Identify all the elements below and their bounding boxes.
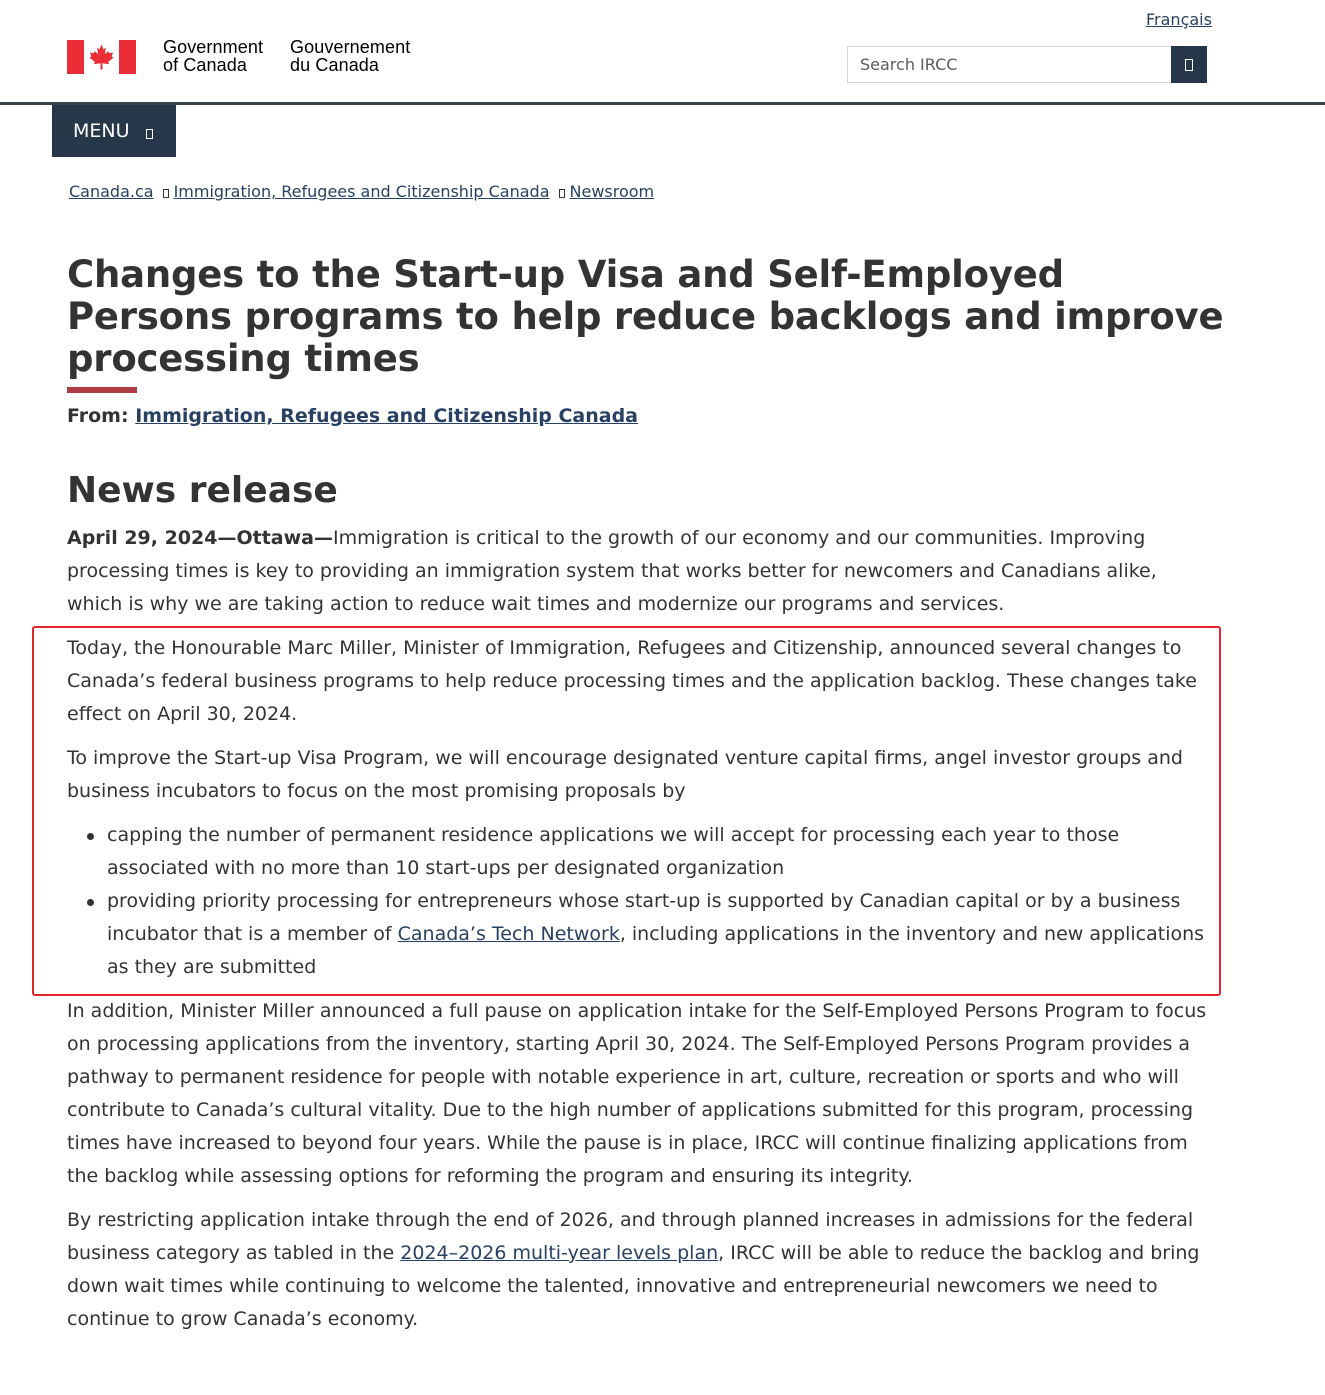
title-accent-rule: [67, 387, 137, 393]
search-icon: [1185, 59, 1193, 71]
search-button[interactable]: [1171, 46, 1207, 83]
page-title: Changes to the Start-up Visa and Self-Employed Persons programs to help reduce backlogs and improve processing times: [67, 253, 1224, 380]
header-divider: [0, 102, 1325, 105]
search-form: [847, 46, 1207, 83]
language-toggle-link[interactable]: Français: [1146, 10, 1212, 29]
from-department-link[interactable]: Immigration, Refugees and Citizenship Canada: [135, 405, 638, 427]
paragraph-announcement: Today, the Honourable Marc Miller, Minister of Immigration, Refugees and Citizenship, announced several changes to Canada’s federal business programs to help reduce processing times and the application backlog. These changes take effect on April 30, 2024.: [67, 637, 1197, 725]
paragraph-intro: April 29, 2024—Ottawa—Immigration is critical to the growth of our economy and our communities. Improving processing times is key to providing an immigration system that works better for newcomers and Canadians alike, which is why we are taking action to reduce wait times and modernize our programs and services.: [67, 527, 1157, 615]
chevron-right-icon: [559, 189, 565, 198]
dateline: April 29, 2024—Ottawa—: [67, 527, 333, 549]
from-label: From:: [67, 405, 129, 427]
government-of-canada-wordmark: Government of Canada: [163, 37, 264, 75]
canadas-tech-network-link[interactable]: Canada’s Tech Network: [397, 923, 620, 945]
breadcrumb: [69, 182, 654, 201]
article-body: [67, 522, 1212, 1347]
government-of-canada-signature[interactable]: [67, 38, 410, 74]
menu-button[interactable]: [52, 105, 176, 157]
breadcrumb-canada-ca[interactable]: Canada.ca: [69, 182, 154, 201]
breadcrumb-ircc[interactable]: Immigration, Refugees and Citizenship Canada: [173, 182, 550, 201]
menu-label: MENU: [73, 120, 130, 142]
search-input[interactable]: [847, 46, 1171, 83]
list-item: capping the number of permanent residence applications we will accept for processing each year to those associated with no more than 10 start-ups per designated organization: [87, 819, 1212, 885]
news-release-heading: News release: [67, 470, 338, 511]
paragraph-self-employed: In addition, Minister Miller announced a full pause on application intake for the Self-Employed Persons Program to focus on processing applications from the inventory, starting April 30, 2024. The Self-Employed Persons Program provides a pathway to permanent residence for people with notable experience in art, culture, recreation or sports and who will contribute to Canada’s cultural vitality. Due to the high number of applications submitted for this program, processing times have increased to beyond four years. While the pause is in place, IRCC will continue finalizing applications from the backlog while assessing options for reforming the program and ensuring its integrity.: [67, 1000, 1207, 1187]
gouvernement-du-canada-wordmark: Gouvernement du Canada: [290, 37, 411, 75]
chevron-right-icon: [163, 189, 169, 198]
startup-visa-measures-list: [87, 819, 1212, 984]
breadcrumb-newsroom[interactable]: Newsroom: [569, 182, 655, 201]
chevron-down-icon: [146, 129, 153, 139]
from-line: [67, 405, 638, 427]
paragraph-levels-plan: By restricting application intake through the end of 2026, and through planned increases in admissions for the federal business category as tabled in the 2024–2026 multi-year levels plan, IRCC will be able to reduce the backlog and bring down wait times while continuing to welcome the talented, innovative and entrepreneurial newcomers we need to continue to grow Canada’s economy.: [67, 1209, 1200, 1330]
list-item: providing priority processing for entrepreneurs whose start-up is supported by Canadian capital or by a business incubator that is a member of Canada’s Tech Network, including applications in the inventory and new applications as they are submitted: [87, 885, 1212, 984]
levels-plan-link[interactable]: 2024–2026 multi-year levels plan: [400, 1242, 719, 1264]
canada-flag-icon: [67, 40, 136, 74]
paragraph-startup-visa: To improve the Start-up Visa Program, we will encourage designated venture capital firms, angel investor groups and business incubators to focus on the most promising proposals by: [67, 747, 1183, 802]
maple-leaf-icon: [88, 43, 115, 71]
